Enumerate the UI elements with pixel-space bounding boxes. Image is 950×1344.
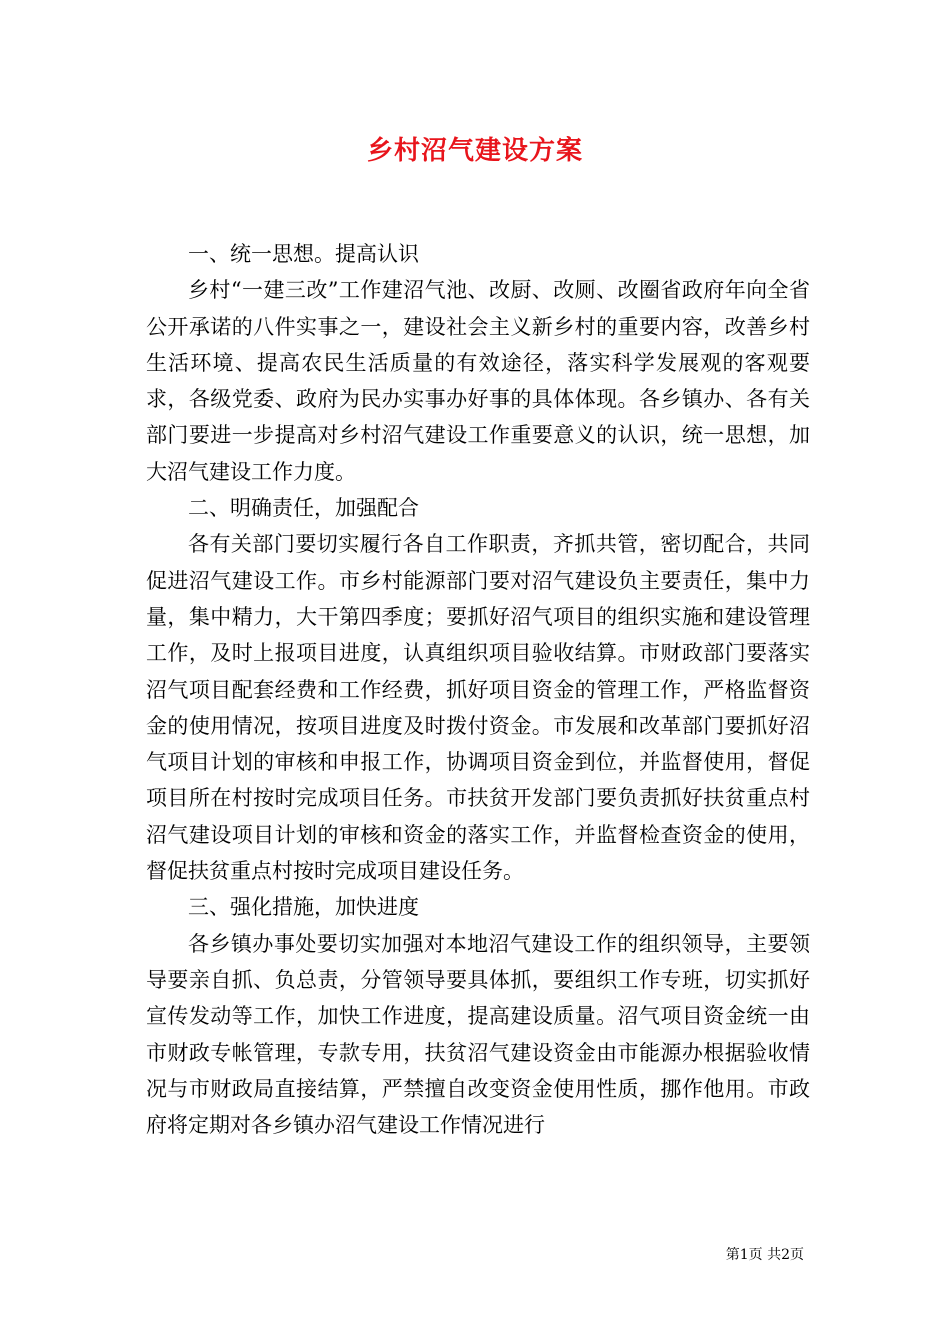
page-suffix: 页 bbox=[790, 1247, 804, 1263]
section-paragraph-3: 各乡镇办事处要切实加强对本地沼气建设工作的组织领导，主要领导要亲自抓、负总责，分管领导要具体抓，要组织工作专班，切实抓好宣传发动等工作，加快工作进度，提高建设质量。沼气项目资金统一由市财政专帐管理，专款专用，扶贫沼气建设资金由市能源办根据验收情况与市财政局直接结算，严禁擅自改变资金使用性质，挪作他用。市政府将定期对各乡镇办沼气建设工作情况进行 bbox=[146, 931, 810, 1138]
section-heading-1: 一、统一思想。提高认识 bbox=[188, 242, 419, 266]
page-middle: 页 共 bbox=[748, 1247, 782, 1263]
page-number bbox=[726, 1246, 804, 1264]
page-total: 2 bbox=[781, 1247, 790, 1263]
page-current: 1 bbox=[739, 1247, 749, 1263]
document-body bbox=[146, 236, 810, 1143]
section-paragraph-2: 各有关部门要切实履行各自工作职责，齐抓共管，密切配合，共同促进沼气建设工作。市乡村能源部门要对沼气建设负主要责任，集中力量，集中精力，大干第四季度；要抓好沼气项目的组织实施和建设管理工作，及时上报项目进度，认真组织项目验收结算。市财政部门要落实沼气项目配套经费和工作经费，抓好项目资金的管理工作，严格监督资金的使用情况，按项目进度及时拨付资金。市发展和改革部门要抓好沼气项目计划的审核和申报工作，协调项目资金到位，并监督使用，督促项目所在村按时完成项目任务。市扶贫开发部门要负责抓好扶贫重点村沼气建设项目计划的审核和资金的落实工作，并监督检查资金的使用，督促扶贫重点村按时完成项目建设任务。 bbox=[146, 532, 810, 884]
document-title: 乡村沼气建设方案 bbox=[366, 136, 583, 166]
section-heading-2: 二、明确责任，加强配合 bbox=[188, 496, 419, 521]
section-paragraph-1: 乡村“一建三改”工作建沼气池、改厨、改厕、改圈省政府年向全省公开承诺的八件实事之一，建设社会主义新乡村的重要内容，改善乡村生活环境、提高农民生活质量的有效途径，落实科学发展观的客观要求，各级党委、政府为民办实事办好事的具体体现。各乡镇办、各有关部门要进一步提高对乡村沼气建设工作重要意义的认识，统一思想，加大沼气建设工作力度。 bbox=[146, 278, 810, 484]
section-heading-3: 三、强化措施，加快进度 bbox=[188, 895, 419, 920]
page-prefix: 第 bbox=[725, 1247, 740, 1263]
